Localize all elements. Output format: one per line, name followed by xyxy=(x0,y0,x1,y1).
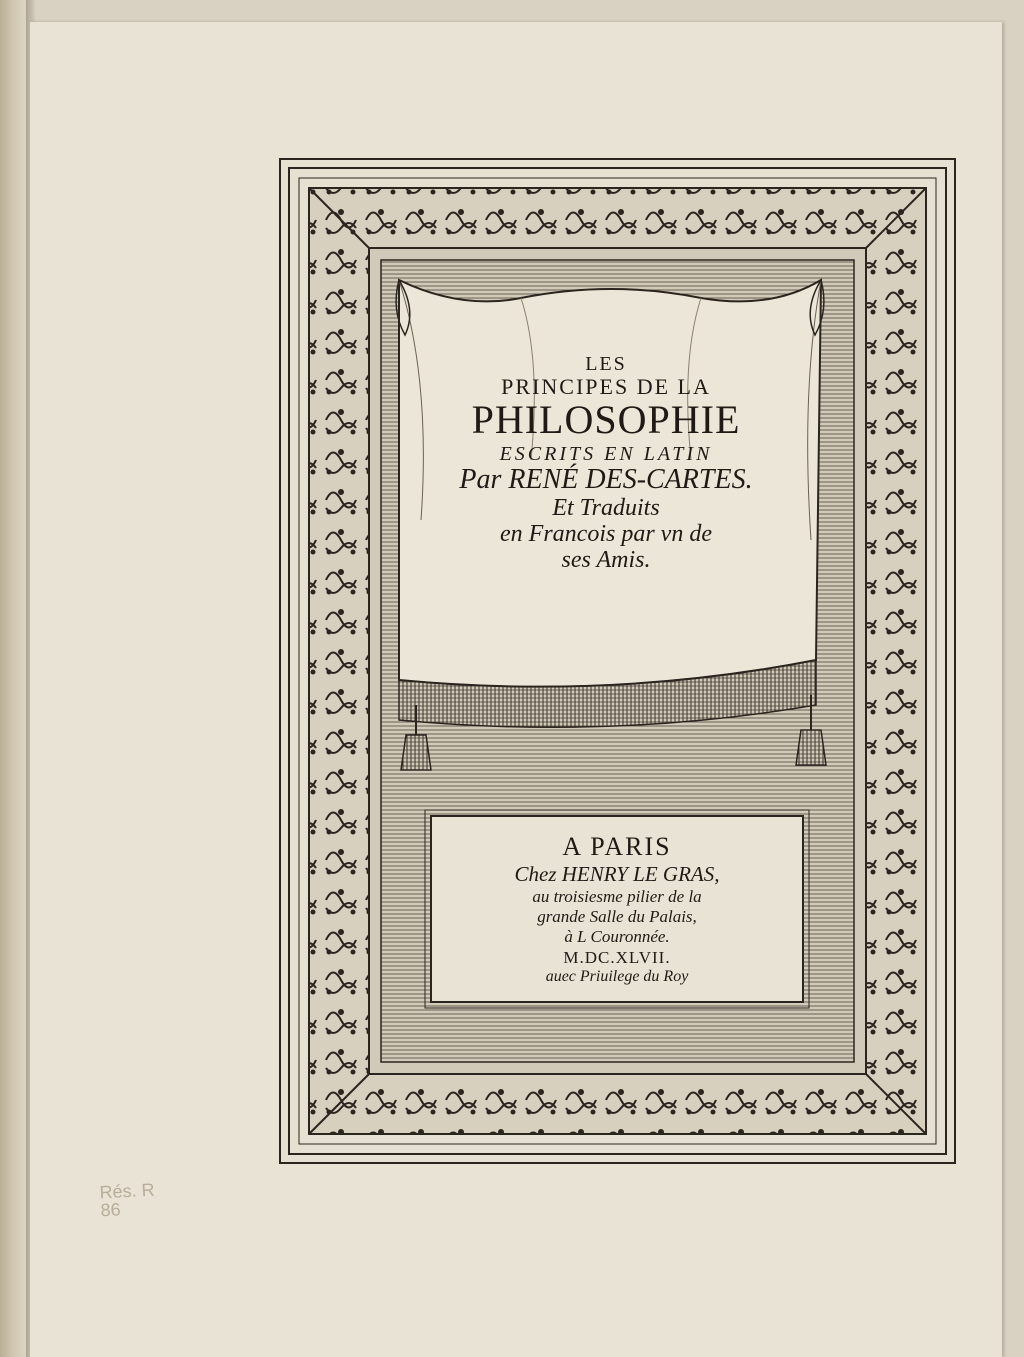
engraved-plate xyxy=(279,158,956,1164)
title-escrits: ESCRITS EN LATIN xyxy=(499,443,713,465)
pencil-shelfmark xyxy=(99,1181,156,1220)
engraved-frame-illustration xyxy=(281,160,954,1162)
imprint-cartouche xyxy=(431,816,803,1002)
shelfmark-line-1: Rés. R xyxy=(99,1179,156,1203)
title-philosophie: PHILOSOPHIE xyxy=(471,397,741,442)
title-traduits: Et Traduits xyxy=(552,495,660,521)
title-principes: PRINCIPES DE LA xyxy=(501,374,711,399)
imprint-address-1: au troisiesme pilier de la xyxy=(532,887,702,906)
imprint-city: A PARIS xyxy=(562,832,672,861)
title-author: Par RENÉ DES-CARTES. xyxy=(459,464,753,495)
imprint-address-2: grande Salle du Palais, xyxy=(537,907,697,926)
title-page xyxy=(30,22,1002,1357)
imprint-date: M.DC.XLVII. xyxy=(563,948,671,967)
title-francois: en Francois par vn de xyxy=(500,521,712,547)
title-block xyxy=(411,354,801,572)
imprint-privilege: auec Priuilege du Roy xyxy=(545,968,689,985)
shelfmark-line-2: 86 xyxy=(99,1199,122,1221)
title-les: LES xyxy=(585,353,627,375)
title-ses-amis: ses Amis. xyxy=(561,547,651,573)
imprint-printer: Chez HENRY LE GRAS, xyxy=(514,862,720,886)
imprint-address-3: à L Couronnée. xyxy=(564,927,670,946)
